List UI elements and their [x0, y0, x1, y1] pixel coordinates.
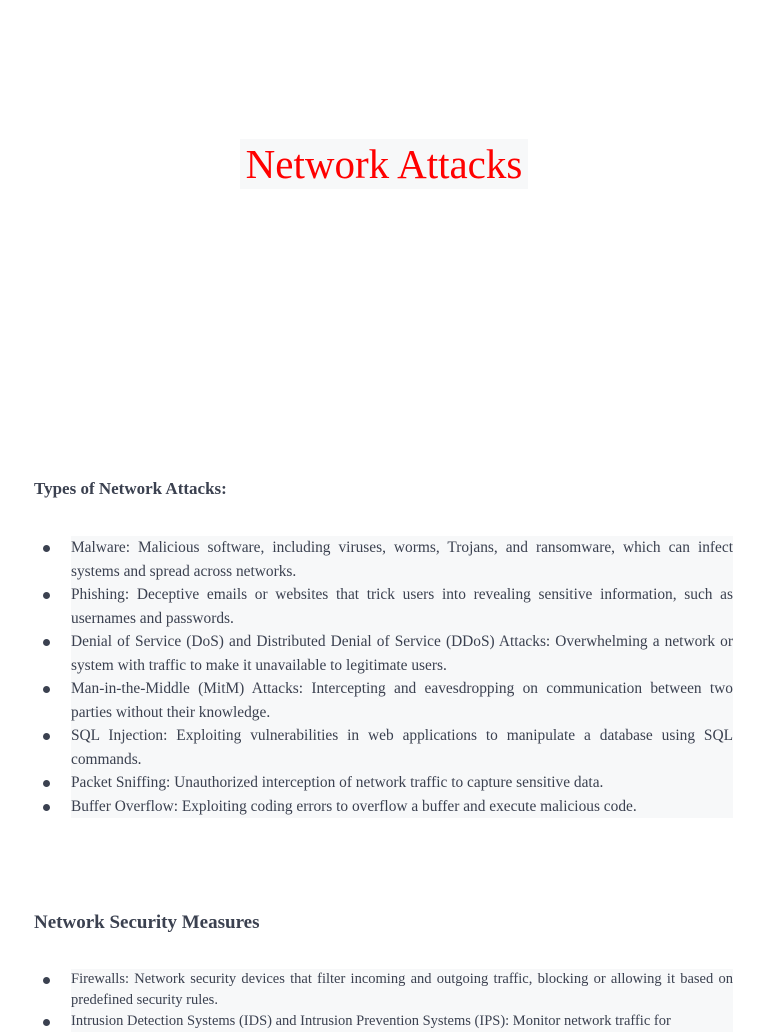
attack-types-list	[0, 536, 733, 818]
page-title: Network Attacks	[240, 139, 528, 189]
list-item-text: Man-in-the-Middle (MitM) Attacks: Intercepting and eavesdropping on communication between two parties without their knowledge.	[71, 677, 733, 724]
list-item-text: Firewalls: Network security devices that filter incoming and outgoing traffic, blocking or allowing it based on predefined security rules.	[71, 969, 733, 1011]
list-item	[0, 795, 733, 819]
bullet-icon	[43, 545, 50, 552]
list-item	[0, 630, 733, 677]
bullet-icon	[43, 1019, 50, 1026]
list-item	[0, 536, 733, 583]
list-item-text: Intrusion Detection Systems (IDS) and Intrusion Prevention Systems (IPS): Monitor network traffic for	[71, 1011, 733, 1032]
list-item-text: Packet Sniffing: Unauthorized interception of network traffic to capture sensitive data.	[71, 771, 733, 795]
security-measures-list	[0, 969, 733, 1032]
list-item-text: Malware: Malicious software, including viruses, worms, Trojans, and ransomware, which can infect systems and spread across networks.	[71, 536, 733, 583]
list-item	[0, 677, 733, 724]
list-item	[0, 771, 733, 795]
list-item	[0, 969, 733, 1011]
bullet-icon	[43, 977, 50, 984]
list-item	[0, 1011, 733, 1032]
list-item-text: Phishing: Deceptive emails or websites that trick users into revealing sensitive information, such as usernames and passwords.	[71, 583, 733, 630]
bullet-icon	[43, 780, 50, 787]
bullet-icon	[43, 592, 50, 599]
section-heading-attack-types: Types of Network Attacks:	[34, 479, 227, 498]
list-item-text: Buffer Overflow: Exploiting coding errors to overflow a buffer and execute malicious code.	[71, 795, 733, 819]
bullet-icon	[43, 804, 50, 811]
list-item-text: SQL Injection: Exploiting vulnerabilities in web applications to manipulate a database using SQL commands.	[71, 724, 733, 771]
bullet-icon	[43, 686, 50, 693]
bullet-icon	[43, 639, 50, 646]
list-item	[0, 724, 733, 771]
bullet-icon	[43, 733, 50, 740]
section-heading-security-measures: Network Security Measures	[34, 912, 260, 933]
list-item	[0, 583, 733, 630]
list-item-text: Denial of Service (DoS) and Distributed Denial of Service (DDoS) Attacks: Overwhelming a network or system with traffic to make it unavailable to legitimate users.	[71, 630, 733, 677]
